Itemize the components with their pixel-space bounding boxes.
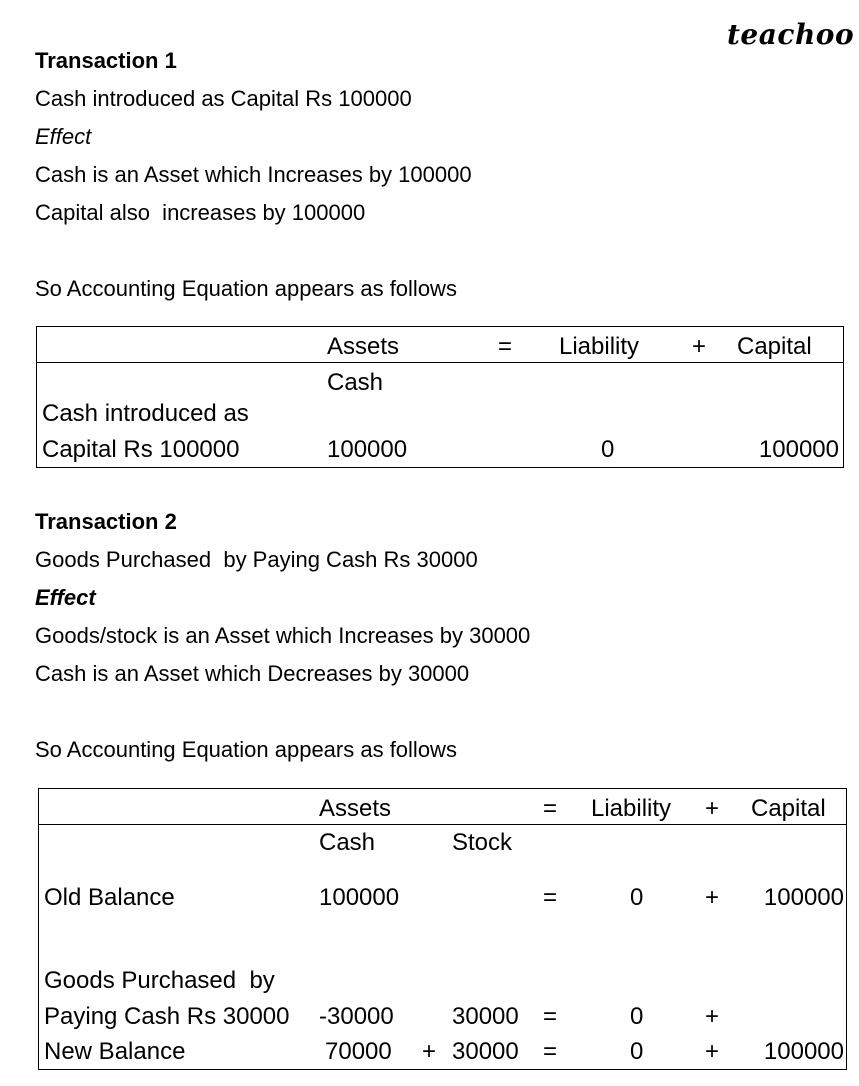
- equation-intro: So Accounting Equation appears as follows: [35, 737, 457, 762]
- sub-cash: Cash: [327, 369, 384, 396]
- teachoo-logo: teachoo: [727, 18, 855, 51]
- effect-label: Effect: [35, 124, 92, 149]
- equals-sign: =: [543, 884, 558, 911]
- sub-cash: Cash: [319, 829, 376, 856]
- row-label: Cash introduced as: [42, 400, 249, 427]
- plus-sign: +: [705, 884, 720, 911]
- transaction-1-title: Transaction 1: [35, 48, 177, 73]
- transaction-2-desc: Goods Purchased by Paying Cash Rs 30000: [35, 547, 478, 572]
- liability-value: 0: [630, 1038, 644, 1065]
- equation-table-2: [38, 788, 847, 1070]
- divider: [37, 362, 843, 363]
- plus-sign: +: [705, 1038, 720, 1065]
- effect-line: Capital also increases by 100000: [35, 200, 366, 225]
- capital-value: 100000: [763, 1038, 844, 1065]
- header-equals: =: [543, 795, 558, 822]
- header-equals: =: [498, 333, 513, 360]
- cash-value: -30000: [319, 1003, 394, 1030]
- plus-sign: +: [705, 1003, 720, 1030]
- header-liability: Liability: [591, 795, 672, 822]
- effect-line: Cash is an Asset which Decreases by 30000: [35, 661, 470, 686]
- row-label: New Balance: [44, 1038, 186, 1065]
- transaction-2-title: Transaction 2: [35, 509, 177, 534]
- header-assets: Assets: [327, 333, 400, 360]
- capital-value: 100000: [758, 436, 839, 463]
- row-label: Capital Rs 100000: [42, 436, 240, 463]
- row-label: Paying Cash Rs 30000: [44, 1003, 290, 1030]
- equals-sign: =: [543, 1003, 558, 1030]
- row-label: Goods Purchased by: [44, 967, 275, 994]
- transaction-1-desc: Cash introduced as Capital Rs 100000: [35, 86, 412, 111]
- cash-value: 70000: [325, 1038, 392, 1065]
- sub-stock: Stock: [452, 829, 513, 856]
- effect-line: Goods/stock is an Asset which Increases by 30000: [35, 623, 531, 648]
- header-liability: Liability: [559, 333, 640, 360]
- stock-value: 30000: [452, 1038, 519, 1065]
- liability-value: 0: [630, 1003, 644, 1030]
- equation-table-1: [36, 326, 844, 468]
- row-label: Old Balance: [44, 884, 175, 911]
- capital-value: 100000: [763, 884, 844, 911]
- equals-sign: =: [543, 1038, 558, 1065]
- cash-value: 100000: [327, 436, 408, 463]
- header-capital: Capital: [751, 795, 826, 822]
- effect-label: Effect: [35, 585, 96, 610]
- liability-value: 0: [630, 884, 644, 911]
- liability-value: 0: [601, 436, 615, 463]
- equation-intro: So Accounting Equation appears as follows: [35, 276, 457, 301]
- header-plus: +: [705, 795, 720, 822]
- cash-value: 100000: [319, 884, 400, 911]
- stock-value: 30000: [452, 1003, 519, 1030]
- header-capital: Capital: [737, 333, 812, 360]
- plus-sign: +: [422, 1038, 437, 1065]
- effect-line: Cash is an Asset which Increases by 100000: [35, 162, 472, 187]
- header-assets: Assets: [319, 795, 392, 822]
- header-plus: +: [692, 333, 707, 360]
- divider: [39, 824, 846, 825]
